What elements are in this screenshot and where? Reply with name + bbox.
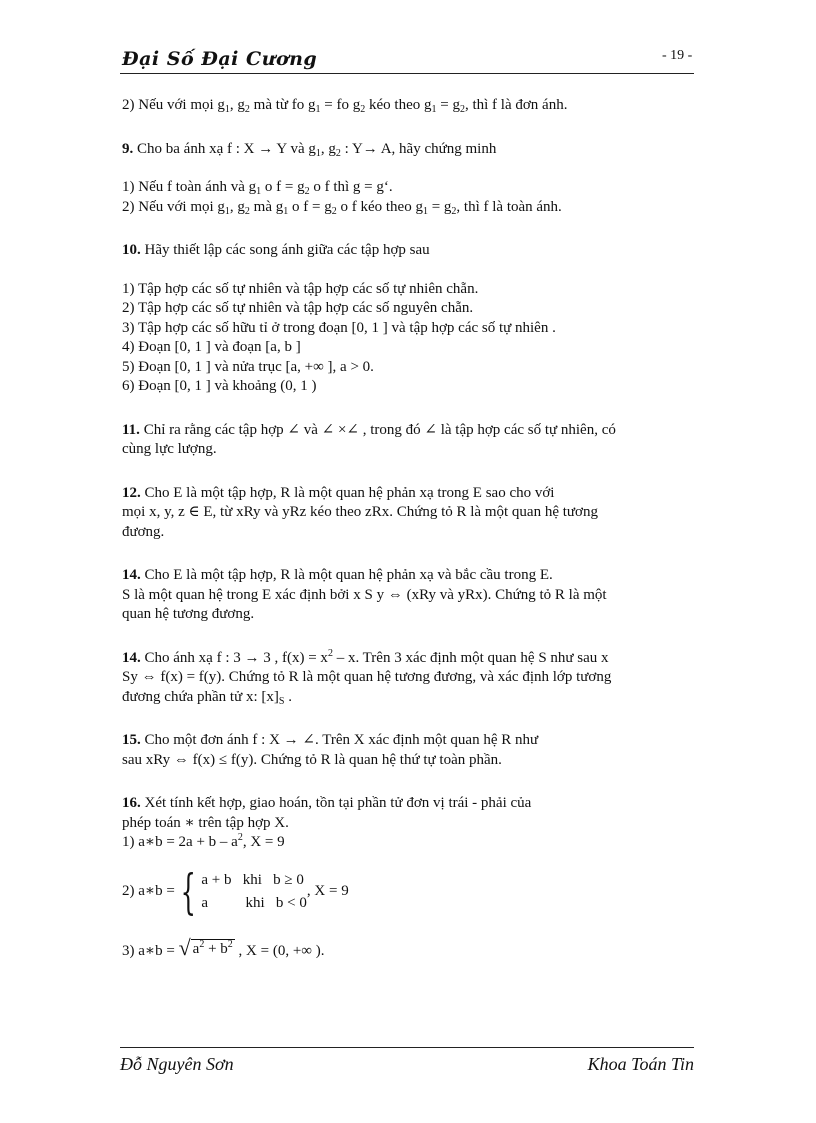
exercise-10-item: 1) Tập hợp các số tự nhiên và tập hợp các số tự nhiên chẵn. (122, 280, 479, 297)
exercise-14b: 14. Cho ánh xạ f : 3 → 3 , $f(x) = x^2 - x$. Trên 3 xác định một quan hệ S như sau x Sy ⇔ f(x) = f(y). Chứng tỏ R là một quan hệ tương đương, và xác định lớp tương đương chứa phần tử x: $[x]_S$ . (122, 647, 612, 707)
left-brace: { (180, 863, 196, 920)
exercise-8-item-2: 2) Nếu với mọi $g_1$, $g_2$ mà từ fo $g_1$ = fo $g_2$ kéo theo $g_1 = g_2$, thì f là đơn ánh. (122, 97, 568, 115)
footer-rule (120, 1047, 694, 1048)
footer-department: Khoa Toán Tin (587, 1054, 694, 1074)
formula-2-piecewise: 2) a∗b = { a + b khi b ≥ 0 a khi b < 0 , X = 9 (122, 863, 349, 920)
page-number: - 19 - (662, 48, 693, 63)
formula-1: 1) a∗b = $2a + b - a^2$, X = 9 (122, 832, 285, 850)
exercise-9-heading: 9. Cho ba ánh xạ f : X → Y và $g_1$, $g_2$ : Y→ A, hãy chứng minh (122, 140, 497, 159)
exercise-12: 12. Cho E là một tập hợp, R là một quan hệ phản xạ trong E sao cho với mọi x, y, z ∈ E, từ xRy và yRz kéo theo zRx. Chứng tỏ R là một quan hệ tương đương. (122, 484, 598, 540)
exercise-10-item: 6) Đoạn [0, 1 ] và khoảng (0, 1 ) (122, 378, 317, 394)
footer-author: Đỗ Nguyên Sơn (120, 1054, 234, 1074)
header-title: Đại Số Đại Cương (122, 48, 318, 70)
formula-3-sqrt: 3) a∗b = √ $a^2 + b^2$ , X = (0, +∞ ). (122, 934, 325, 960)
exercise-10-item: 3) Tập hợp các số hữu tỉ ở trong đoạn [0, 1 ] và tập hợp các số tự nhiên . (122, 319, 556, 336)
exercise-15: 15. Cho một đơn ánh f : X → ∠. Trên X xác định một quan hệ R như sau xRy ⇔ f(x) ≤ f(y). Chứng tỏ R là quan hệ thứ tự toàn phần. (122, 732, 539, 768)
exercise-10-heading: 10. Hãy thiết lập các song ánh giữa các tập hợp sau (122, 242, 430, 258)
exercise-9-item-1: 1) Nếu f toàn ánh và $g_1$ o $f = g_2$ o f thì g = g‘. (122, 179, 393, 197)
exercise-10-item: 2) Tập hợp các số tự nhiên và tập hợp các số nguyên chẵn. (122, 300, 474, 316)
sqrt-icon: √ (178, 934, 191, 960)
exercise-9-item-2: 2) Nếu với mọi $g_1$, $g_2$ mà $g_1$ o $f = g_2$ o f kéo theo $g_1 = g_2$, thì f là toàn ánh. (122, 198, 562, 217)
exercise-14a: 14. Cho E là một tập hợp, R là một quan hệ phản xạ và bắc cầu trong E. S là một quan hệ trong E xác định bởi x S y ⇔ (xRy và yRx). Chứng tỏ R là một quan hệ tương đương. (122, 567, 607, 622)
document-body (122, 96, 694, 961)
exercise-10-item: 4) Đoạn [0, 1 ] và đoạn [a, b ] (122, 339, 301, 355)
exercise-10-item: 5) Đoạn [0, 1 ] và nửa trục [a, +∞ ], a > 0. (122, 358, 374, 375)
header-rule (120, 73, 694, 74)
exercise-16: 16. Xét tính kết hợp, giao hoán, tồn tại phần tử đơn vị trái - phải của phép toán ∗ trên tập hợp X. 1) a∗b = $2a + b - a^2$, X = 9 2) a∗b = { a + b khi b ≥ 0 a khi b < 0 , X = 9 3) a∗b = √ $a^2 + b^2$ , X = (0, +∞ ). (122, 794, 694, 961)
exercise-11: 11. Chỉ ra rằng các tập hợp ∠ và ∠ ×∠ , trong đó ∠ là tập hợp các số tự nhiên, có cùng lực lượng. (122, 421, 616, 457)
